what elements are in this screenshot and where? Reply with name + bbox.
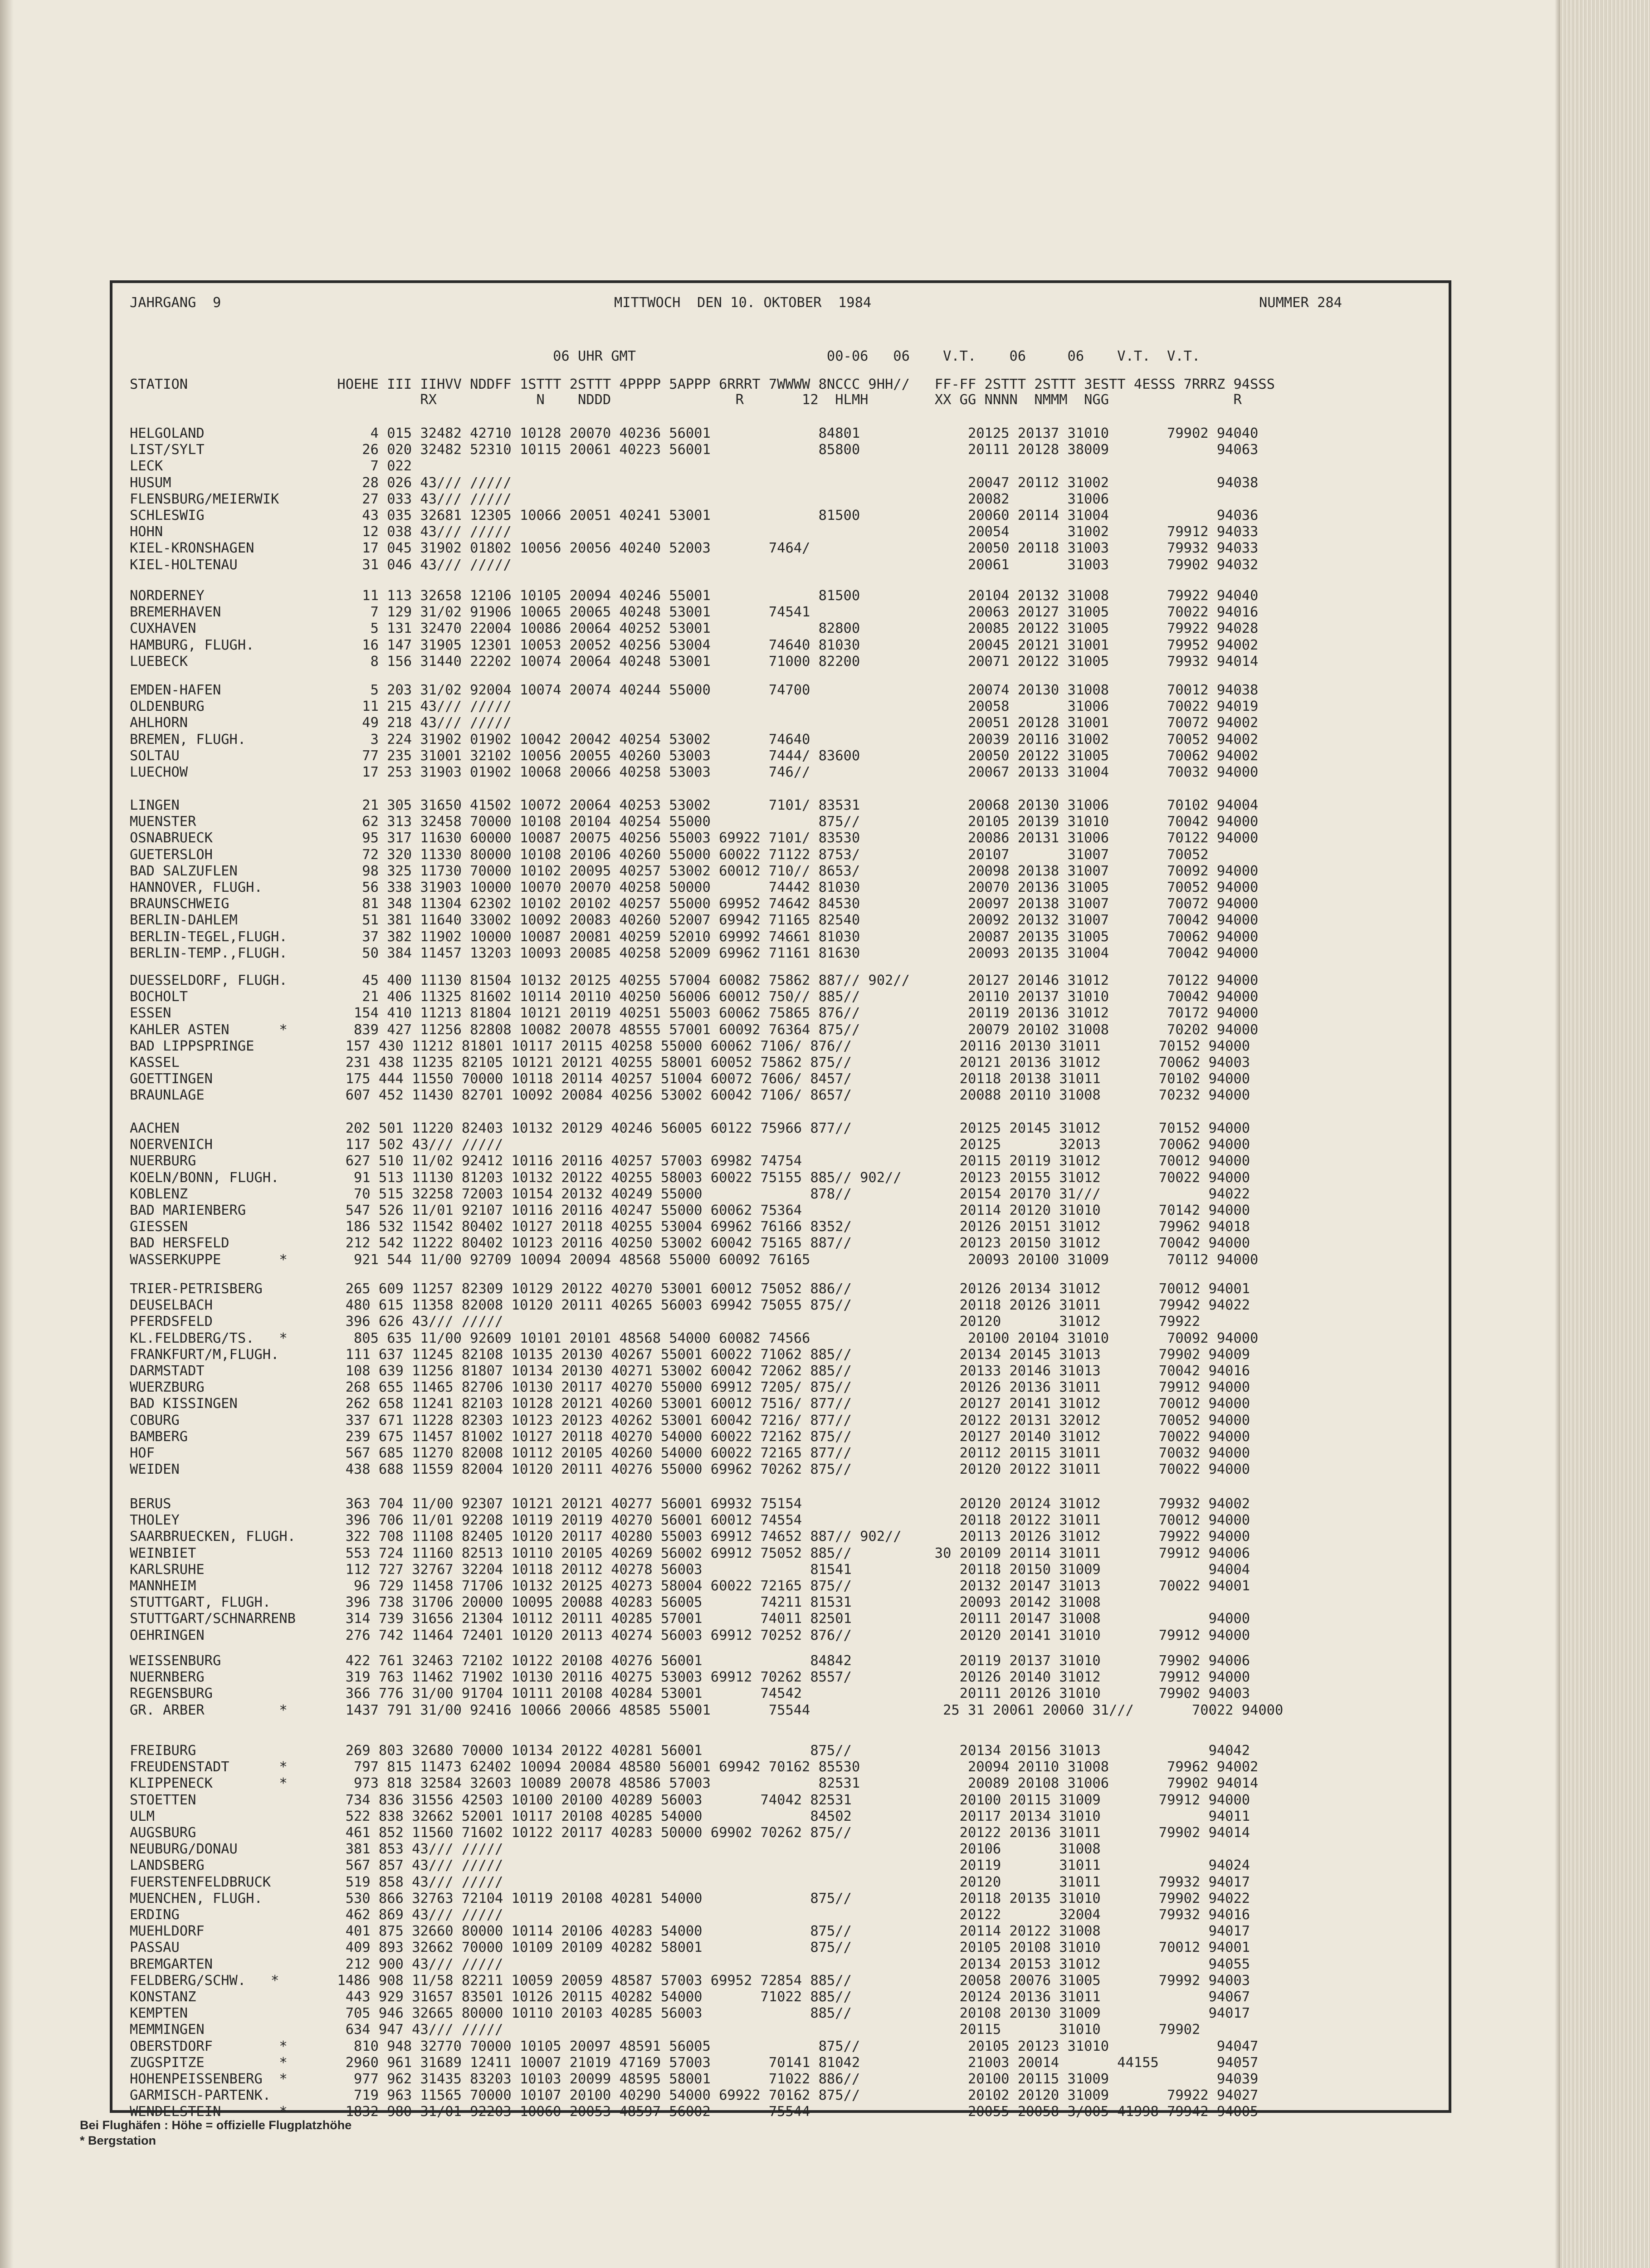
column-group-header: 06 UHR GMT 00-06 06 V.T. 06 06 V.T. V.T. [130, 348, 1201, 364]
table-row: GIESSEN 186 532 11542 80402 10127 20118 40255 53004 69962 76166 8352/ 20126 20151 31012 79962 94018 [130, 1219, 1250, 1235]
date-label: MITTWOCH DEN 10. OKTOBER 1984 [614, 295, 872, 311]
table-row: KONSTANZ 443 929 31657 83501 10126 20115 40282 54000 71022 885// 20124 20136 31011 94067 [130, 1989, 1250, 2005]
table-row: LANDSBERG 567 857 43/// ///// 20119 31011 94024 [130, 1857, 1250, 1874]
table-row: MANNHEIM 96 729 11458 71706 10132 20125 40273 58004 60022 72165 875// 20132 20147 31013 70022 94001 [130, 1578, 1250, 1594]
table-row: SAARBRUECKEN, FLUGH. 322 708 11108 82405 10120 20117 40280 55003 69912 74652 887// 902// 20113 20126 31012 79922 94000 [130, 1529, 1250, 1545]
table-row: BAMBERG 239 675 11457 81002 10127 20118 40270 54000 60022 72162 875// 20127 20140 31012 70022 94000 [130, 1428, 1250, 1445]
table-row: WEINBIET 553 724 11160 82513 10110 20105 40269 56002 69912 75052 885// 30 20109 20114 31011 79912 94006 [130, 1545, 1250, 1561]
table-row: STUTTGART/SCHNARRENB 314 739 31656 21304 10112 20111 40285 57001 74011 82501 20111 20147 31008 94000 [130, 1611, 1250, 1627]
table-row: ULM 522 838 32662 52001 10117 20108 40285 54000 84502 20117 20134 31010 94011 [130, 1808, 1250, 1824]
table-row: FELDBERG/SCHW. * 1486 908 11/58 82211 10059 20059 48587 57003 69952 72854 885// 20058 20076 31005 79992 94003 [130, 1972, 1250, 1989]
table-row: ERDING 462 869 43/// ///// 20122 32004 79932 94016 [130, 1907, 1250, 1923]
table-row: OBERSTDORF * 810 948 32770 70000 10105 20097 48591 56005 875// 20105 20123 31010 94047 [130, 2038, 1259, 2054]
table-row: PASSAU 409 893 32662 70000 10109 20109 40282 58001 875// 20105 20108 31010 70012 94001 [130, 1940, 1250, 1956]
table-row: TRIER-PETRISBERG 265 609 11257 82309 10129 20122 40270 53001 60012 75052 886// 20126 20134 31012 70012 94001 [130, 1281, 1250, 1297]
table-row: HUSUM 28 026 43/// ///// 20047 20112 31002 94038 [130, 474, 1259, 491]
table-row: HOF 567 685 11270 82008 10112 20105 40260 54000 60022 72165 877// 20112 20115 31011 70032 94000 [130, 1445, 1250, 1461]
table-row: EMDEN-HAFEN 5 203 31/02 92004 10074 20074 40244 55000 74700 20074 20130 31008 70012 94038 [130, 682, 1259, 698]
table-row: MUEHLDORF 401 875 32660 80000 10114 20106 40283 54000 875// 20114 20122 31008 94017 [130, 1923, 1250, 1940]
table-row: LECK 7 022 [130, 458, 412, 474]
table-row: KIEL-KRONSHAGEN 17 045 31902 01802 10056 20056 40240 52003 7464/ 20050 20118 31003 79932 94033 [130, 540, 1259, 557]
table-row: GUETERSLOH 72 320 11330 80000 10108 20106 40260 55000 60022 71122 8753/ 20107 31007 70052 [130, 846, 1209, 863]
table-row: BREMEN, FLUGH. 3 224 31902 01902 10042 20042 40254 53002 74640 20039 20116 31002 70052 94002 [130, 731, 1259, 748]
table-row: OSNABRUECK 95 317 11630 60000 10087 20075 40256 55003 69922 7101/ 83530 20086 20131 31006 70122 94000 [130, 830, 1259, 846]
table-row: BREMERHAVEN 7 129 31/02 91906 10065 20065 40248 53001 74541 20063 20127 31005 70022 94016 [130, 604, 1259, 621]
table-row: FRANKFURT/M,FLUGH. 111 637 11245 82108 10135 20130 40267 55001 60022 71062 885// 20134 20145 31013 79902 94009 [130, 1346, 1250, 1363]
table-row: BREMGARTEN 212 900 43/// ///// 20134 20153 31012 94055 [130, 1956, 1250, 1972]
table-row: ESSEN 154 410 11213 81804 10121 20119 40251 55003 60062 75865 876// 20119 20136 31012 70172 94000 [130, 1005, 1259, 1022]
table-row: SCHLESWIG 43 035 32681 12305 10066 20051 40241 53001 81500 20060 20114 31004 94036 [130, 508, 1259, 523]
table-row: DEUSELBACH 480 615 11358 82008 10120 20111 40265 56003 69942 75055 875// 20118 20126 31011 79942 94022 [130, 1297, 1250, 1314]
table-row: KOBLENZ 70 515 32258 72003 10154 20132 40249 55000 878// 20154 20170 31/// 94022 [130, 1186, 1250, 1202]
table-row: STOETTEN 734 836 31556 42503 10100 20100 40289 56003 74042 82531 20100 20115 31009 79912 94000 [130, 1792, 1250, 1808]
table-row: HAMBURG, FLUGH. 16 147 31905 12301 10053 20052 40256 53004 74640 81030 20045 20121 31001 79952 94002 [130, 637, 1259, 653]
table-row: MUENCHEN, FLUGH. 530 866 32763 72104 10119 20108 40281 54000 875// 20118 20135 31010 79902 94022 [130, 1890, 1250, 1906]
table-row: HANNOVER, FLUGH. 56 338 31903 10000 10070 20070 40258 50000 74442 81030 20070 20136 31005 70052 94000 [130, 880, 1259, 895]
table-row: HOHENPEISSENBERG * 977 962 31435 83203 10103 20099 48595 58001 71022 886// 20100 20115 31009 94039 [130, 2071, 1259, 2087]
book-page-stack [1560, 0, 1650, 2268]
table-row: NEUBURG/DONAU 381 853 43/// ///// 20106 31008 [130, 1841, 1101, 1857]
table-row: STUTTGART, FLUGH. 396 738 31706 20000 10095 20088 40283 56005 74211 81531 20093 20142 31008 [130, 1594, 1101, 1611]
table-row: LINGEN 21 305 31650 41502 10072 20064 40253 53002 7101/ 83531 20068 20130 31006 70102 94004 [130, 797, 1259, 813]
table-row: KL.FELDBERG/TS. * 805 635 11/00 92609 10101 20101 48568 54000 60082 74566 20100 20104 31010 70092 94000 [130, 1330, 1259, 1346]
table-row: FUERSTENFELDBRUCK 519 858 43/// ///// 20120 31011 79932 94017 [130, 1874, 1250, 1890]
table-row: FREIBURG 269 803 32680 70000 10134 20122 40281 56001 875// 20134 20156 31013 94042 [130, 1743, 1250, 1759]
jahrgang-label: JAHRGANG 9 [130, 295, 221, 311]
table-row: PFERDSFELD 396 626 43/// ///// 20120 31012 79922 [130, 1314, 1201, 1330]
table-row: KOELN/BONN, FLUGH. 91 513 11130 81203 10132 20122 40255 58003 60022 75155 885// 902// 20123 20155 31012 70022 94000 [130, 1169, 1250, 1186]
table-row: WEIDEN 438 688 11559 82004 10120 20111 40276 55000 69962 70262 875// 20120 20122 31011 70022 94000 [130, 1461, 1250, 1478]
table-row: WASSERKUPPE * 921 544 11/00 92709 10094 20094 48568 55000 60092 76165 20093 20100 31009 70112 94000 [130, 1251, 1259, 1268]
table-row: LUECHOW 17 253 31903 01902 10068 20066 40258 53003 746// 20067 20133 31004 70032 94000 [130, 764, 1259, 780]
table-row: FREUDENSTADT * 797 815 11473 62402 10094 20084 48580 56001 69942 70162 85530 20094 20110 31008 79962 94002 [130, 1759, 1259, 1775]
table-row: BRAUNSCHWEIG 81 348 11304 62302 10102 20102 40257 55000 69952 74642 84530 20097 20138 31007 70072 94000 [130, 896, 1259, 912]
table-row: BERLIN-TEGEL,FLUGH. 37 382 11902 10000 10087 20081 40259 52010 69992 74661 81030 20087 20135 31005 70062 94000 [130, 929, 1259, 945]
table-row: REGENSBURG 366 776 31/00 91704 10111 20108 40284 53001 74542 20111 20126 31010 79902 94003 [130, 1686, 1250, 1702]
table-row: AUGSBURG 461 852 11560 71602 10122 20117 40283 50000 69902 70262 875// 20122 20136 31011 79902 94014 [130, 1825, 1250, 1841]
table-row: NOERVENICH 117 502 43/// ///// 20125 32013 70062 94000 [130, 1137, 1250, 1153]
table-row: DUESSELDORF, FLUGH. 45 400 11130 81504 10132 20125 40255 57004 60082 75862 887// 902// 20127 20146 31012 70122 94000 [130, 973, 1259, 988]
table-row: MUENSTER 62 313 32458 70000 10108 20104 40254 55000 875// 20105 20139 31010 70042 94000 [130, 814, 1259, 830]
table-row: SOLTAU 77 235 31001 32102 10056 20055 40260 53003 7444/ 83600 20050 20122 31005 70062 94002 [130, 748, 1259, 764]
table-row: BAD SALZUFLEN 98 325 11730 70000 10102 20095 40257 53002 60012 710// 8653/ 20098 20138 31007 70092 94000 [130, 863, 1259, 879]
table-row: WUERZBURG 268 655 11465 82706 10130 20117 40270 55000 69912 7205/ 875// 20126 20136 31011 79912 94000 [130, 1379, 1250, 1396]
table-row: KAHLER ASTEN * 839 427 11256 82808 10082 20078 48555 57001 60092 76364 875// 20079 20102 31008 70202 94000 [130, 1022, 1259, 1038]
table-row: BAD HERSFELD 212 542 11222 80402 10123 20116 40250 53002 60042 75165 887// 20123 20150 31012 70042 94000 [130, 1235, 1250, 1251]
book-left-edge [0, 0, 14, 2268]
column-header-line-2: RX N NDDD R 12 HLMH XX GG NNNN NMMM NGG R [130, 392, 1242, 408]
table-row: COBURG 337 671 11228 82303 10123 20123 40262 53001 60042 7216/ 877// 20122 20131 32012 70052 94000 [130, 1412, 1250, 1428]
table-row: AACHEN 202 501 11220 82403 10132 20129 40246 56005 60122 75966 877// 20125 20145 31012 70152 94000 [130, 1120, 1250, 1136]
table-row: KEMPTEN 705 946 32665 80000 10110 20103 40285 56003 885// 20108 20130 31009 94017 [130, 2005, 1250, 2022]
table-row: MEMMINGEN 634 947 43/// ///// 20115 31010 79902 [130, 2022, 1201, 2038]
table-row: DARMSTADT 108 639 11256 81807 10134 20130 40271 53002 60042 72062 885// 20133 20146 31013 70042 94016 [130, 1363, 1250, 1379]
footnote-mountain-station: * Bergstation [80, 2134, 156, 2147]
table-row: GR. ARBER * 1437 791 31/00 92416 10066 20066 48585 55001 75544 25 31 20061 20060 31/// 70022 94000 [130, 1702, 1284, 1718]
table-row: KASSEL 231 438 11235 82105 10121 20121 40255 58001 60052 75862 875// 20121 20136 31012 70062 94003 [130, 1055, 1250, 1070]
table-row: BERUS 363 704 11/00 92307 10121 20121 40277 56001 69932 75154 20120 20124 31012 79932 94002 [130, 1496, 1250, 1512]
table-row: CUXHAVEN 5 131 32470 22004 10086 20064 40252 53001 82800 20085 20122 31005 79922 94028 [130, 621, 1259, 637]
table-row: KIEL-HOLTENAU 31 046 43/// ///// 20061 31003 79902 94032 [130, 557, 1259, 573]
table-row: FLENSBURG/MEIERWIK 27 033 43/// ///// 20082 31006 [130, 491, 1109, 507]
table-row: THOLEY 396 706 11/01 92208 10119 20119 40270 56001 60012 74554 20118 20122 31011 70012 94000 [130, 1512, 1250, 1529]
table-row: BERLIN-DAHLEM 51 381 11640 33002 10092 20083 40260 52007 69942 71165 82540 20092 20132 31007 70042 94000 [130, 912, 1259, 929]
table-row: ZUGSPITZE * 2960 961 31689 12411 10007 21019 47169 57003 70141 81042 21003 20014 44155 94057 [130, 2054, 1259, 2071]
table-row: WEISSENBURG 422 761 32463 72102 10122 20108 40276 56001 84842 20119 20137 31010 79902 94006 [130, 1653, 1250, 1669]
table-row: AHLHORN 49 218 43/// ///// 20051 20128 31001 70072 94002 [130, 715, 1259, 731]
table-row: LUEBECK 8 156 31440 22202 10074 20064 40248 53001 71000 82200 20071 20122 31005 79932 94014 [130, 653, 1259, 670]
table-row: GARMISCH-PARTENK. 719 963 11565 70000 10107 20100 40290 54000 69922 70162 875// 20102 20120 31009 79922 94027 [130, 2087, 1259, 2104]
table-row: KLIPPENECK * 973 818 32584 32603 10089 20078 48586 57003 82531 20089 20108 31006 79902 94014 [130, 1775, 1259, 1792]
table-row: WENDELSTEIN * 1832 980 31/01 92203 10060 20053 48597 56002 75544 20055 20058 3/005 41998 79942 94005 [130, 2104, 1259, 2120]
table-row: BERLIN-TEMP.,FLUGH. 50 384 11457 13203 10093 20085 40258 52009 69962 71161 81630 20093 20135 31004 70042 94000 [130, 945, 1259, 961]
table-row: BOCHOLT 21 406 11325 81602 10114 20110 40250 56006 60012 750// 885// 20110 20137 31010 70042 94000 [130, 989, 1259, 1005]
table-row: GOETTINGEN 175 444 11550 70000 10118 20114 40257 51004 60072 7606/ 8457/ 20118 20138 31011 70102 94000 [130, 1071, 1250, 1087]
table-row: BAD KISSINGEN 262 658 11241 82103 10128 20121 40260 53001 60012 7516/ 877// 20127 20141 31012 70012 94000 [130, 1396, 1250, 1412]
table-row: HOHN 12 038 43/// ///// 20054 31002 79912 94033 [130, 524, 1259, 540]
column-header-line-1: STATION HOEHE III IIHVV NDDFF 1STTT 2STTT 4PPPP 5APPP 6RRRT 7WWWW 8NCCC 9HH// FF-FF 2STTT 2STTT 3ESTT 4ESSS 7RRRZ 94SSS [130, 376, 1275, 392]
table-row: OLDENBURG 11 215 43/// ///// 20058 31006 70022 94019 [130, 699, 1259, 715]
table-row: NUERNBERG 319 763 11462 71902 10130 20116 40275 53003 69912 70262 8557/ 20126 20140 31012 79912 94000 [130, 1669, 1250, 1686]
footnote-airport-height: Bei Flughäfen : Höhe = offizielle Flugplatzhöhe [80, 2118, 352, 2132]
table-row: KARLSRUHE 112 727 32767 32204 10118 20112 40278 56003 81541 20118 20150 31009 94004 [130, 1561, 1250, 1578]
table-row: LIST/SYLT 26 020 32482 52310 10115 20061 40223 56001 85800 20111 20128 38009 94063 [130, 442, 1259, 458]
table-row: BAD MARIENBERG 547 526 11/01 92107 10116 20116 40247 55000 60062 75364 20114 20120 31010 70142 94000 [130, 1202, 1250, 1218]
nummer-label: NUMMER 284 [1259, 295, 1342, 311]
table-row: NUERBURG 627 510 11/02 92412 10116 20116 40257 57003 69982 74754 20115 20119 31012 70012 94000 [130, 1153, 1250, 1169]
table-row: NORDERNEY 11 113 32658 12106 10105 20094 40246 55001 81500 20104 20132 31008 79922 94040 [130, 588, 1259, 604]
table-row: OEHRINGEN 276 742 11464 72401 10120 20113 40274 56003 69912 70252 876// 20120 20141 31010 79912 94000 [130, 1627, 1250, 1643]
table-row: BAD LIPPSPRINGE 157 430 11212 81801 10117 20115 40258 55000 60062 7106/ 876// 20116 20130 31011 70152 94000 [130, 1038, 1250, 1054]
table-row: HELGOLAND 4 015 32482 42710 10128 20070 40236 56001 84801 20125 20137 31010 79902 94040 [130, 425, 1259, 441]
table-row: BRAUNLAGE 607 452 11430 82701 10092 20084 40256 53002 60042 7106/ 8657/ 20088 20110 31008 70232 94000 [130, 1087, 1250, 1104]
